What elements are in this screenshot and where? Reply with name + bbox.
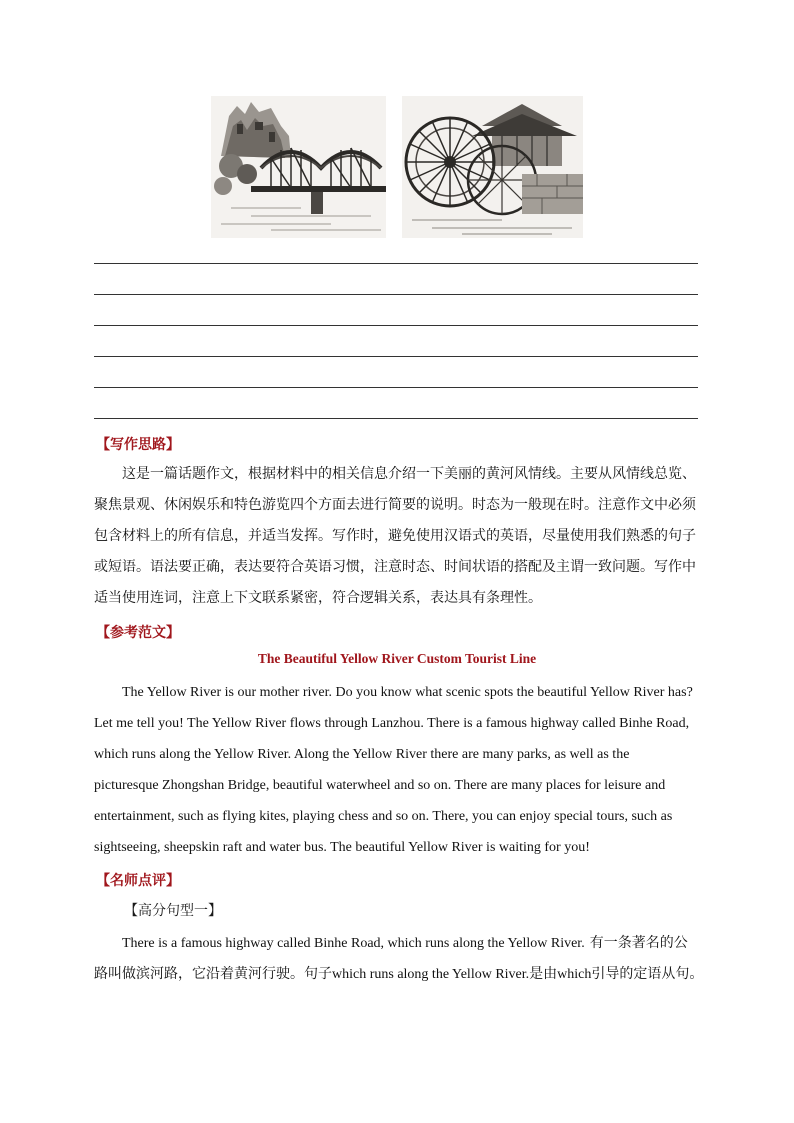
comment-line: There is a famous highway called Binhe Road, which runs along the Yellow River. 有一条著名的公 bbox=[122, 935, 688, 951]
comment-line: 路叫做滨河路，它沿着黄河行驶。句子which runs along the Yellow River.是由which引导的定语从句。 bbox=[94, 966, 704, 982]
sentence-pattern-heading: 【高分句型一】 bbox=[124, 903, 222, 919]
essay-line: entertainment, such as flying kites, playing chess and so on. There, you can enjoy special tours, such as bbox=[94, 809, 673, 824]
teacher-comment-heading: 【名师点评】 bbox=[96, 873, 180, 889]
sample-essay-heading: 【参考范文】 bbox=[96, 625, 180, 641]
waterwheel-sketch-image bbox=[402, 96, 583, 238]
writing-ideas-line: 包含材料上的所有信息，并适当发挥。写作时，避免使用汉语式的英语，尽量使用我们熟悉的句子 bbox=[94, 528, 696, 544]
answer-line[interactable] bbox=[94, 356, 698, 357]
essay-title: The Beautiful Yellow River Custom Tourist Line bbox=[257, 651, 537, 666]
essay-line: picturesque Zhongshan Bridge, beautiful waterwheel and so on. There are many places for leisure and bbox=[94, 778, 666, 793]
essay-line: The Yellow River is our mother river. Do you know what scenic spots the beautiful Yellow River has? bbox=[122, 685, 693, 700]
writing-ideas-line: 或短语。语法要正确，表达要符合英语习惯，注意时态、时间状语的搭配及主谓一致问题。写作中 bbox=[94, 559, 696, 575]
answer-line[interactable] bbox=[94, 387, 698, 388]
bridge-sketch-image bbox=[211, 96, 386, 238]
writing-ideas-line: 聚焦景观、休闲娱乐和特色游览四个方面去进行简要的说明。时态为一般现在时。注意作文中必须 bbox=[94, 497, 696, 513]
answer-line[interactable] bbox=[94, 418, 698, 419]
essay-line: which runs along the Yellow River. Along the Yellow River there are many parks, as well as the bbox=[94, 747, 630, 762]
answer-line[interactable] bbox=[94, 263, 698, 264]
writing-ideas-line: 适当使用连词，注意上下文联系紧密，符合逻辑关系，表达具有条理性。 bbox=[94, 590, 542, 606]
answer-line[interactable] bbox=[94, 325, 698, 326]
answer-line[interactable] bbox=[94, 294, 698, 295]
writing-ideas-line: 这是一篇话题作文，根据材料中的相关信息介绍一下美丽的黄河风情线。主要从风情线总览、 bbox=[122, 466, 696, 482]
writing-ideas-heading: 【写作思路】 bbox=[96, 437, 180, 453]
essay-line: Let me tell you! The Yellow River flows through Lanzhou. There is a famous highway called Binhe Road, bbox=[94, 716, 690, 731]
essay-line: sightseeing, sheepskin raft and water bus. The beautiful Yellow River is waiting for you! bbox=[94, 840, 590, 855]
